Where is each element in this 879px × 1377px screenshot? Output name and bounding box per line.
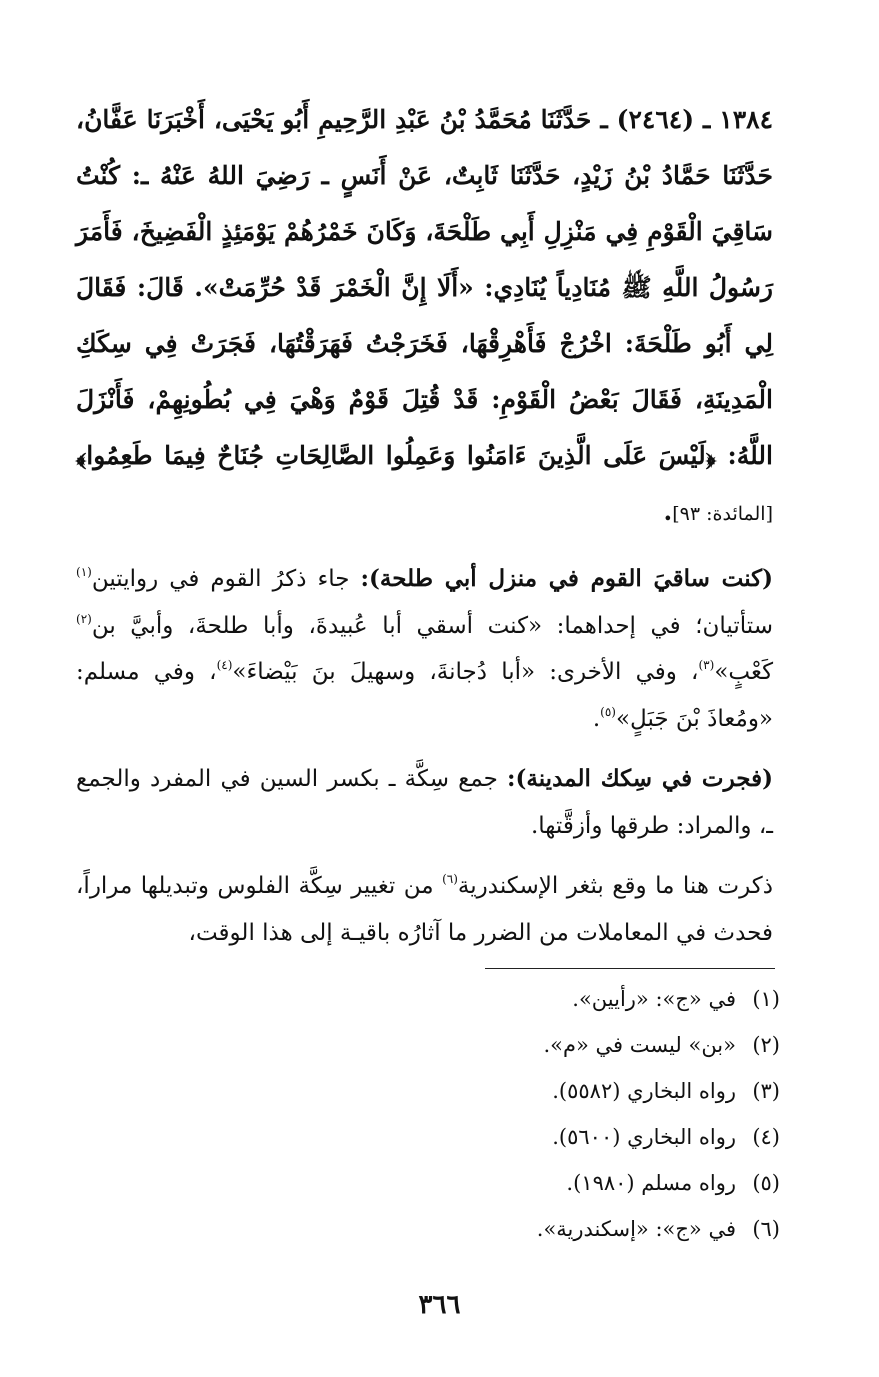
footnote-item [76, 1168, 780, 1214]
footnote-text: «بن» ليست في «م». [543, 1033, 736, 1057]
footnote-number: (٦) [752, 1217, 780, 1241]
commentary-text: ، وفي مسلم: «ومُعاذَ بْنَ جَبَلٍ» [76, 659, 773, 732]
commentary-paragraph [76, 556, 773, 742]
footnote-marker[interactable]: (٥) [600, 704, 616, 719]
commentary-lemma: (فجرت في سِكك المدينة): [507, 765, 773, 792]
footnote-text: في «ج»: «إسكندرية». [536, 1217, 736, 1241]
commentary-text: ذكرت هنا ما وقع بثغر الإسكندرية [457, 873, 773, 899]
footnote-item [76, 984, 780, 1030]
footnote-number: (١) [752, 987, 780, 1011]
footnote-item [76, 1122, 780, 1168]
footnote-number: (٢) [752, 1033, 780, 1057]
hadith-paragraph [76, 92, 773, 542]
commentary-text: . [592, 705, 601, 732]
footnote-marker[interactable]: (٣) [698, 658, 715, 672]
quran-verse: ﴿لَيْسَ عَلَى الَّذِينَ ءَامَنُوا وَعَمِلُوا الصَّالِحَاتِ جُنَاحٌ فِيمَا طَعِمُوا﴾ [76, 441, 716, 470]
footnote-text: رواه البخاري (٥٥٨٢). [552, 1079, 736, 1103]
commentary-text: جمع سِكَّة ـ بكسر السين في المفرد والجمع ـ، والمراد: طرقها وأزقَّتها. [76, 766, 773, 839]
commentary-lemma: (كنت ساقيَ القوم في منزل أبي طلحة): [360, 565, 773, 592]
hadith-number: ١٣٨٤ ـ (٢٤٦٤) [616, 105, 773, 134]
footnote-item [76, 1030, 780, 1076]
surah-reference: [المائدة: ٩٣] [672, 503, 773, 525]
footnote-marker[interactable]: (٢) [76, 611, 92, 626]
footnote-marker[interactable]: (٦) [442, 872, 458, 886]
commentary [76, 556, 773, 956]
footnote-text: في «ج»: «رأيين». [572, 987, 736, 1011]
footnote-item [76, 1214, 780, 1260]
footnote-number: (٥) [752, 1171, 780, 1195]
footnote-item [76, 1076, 780, 1122]
footnote-number: (٤) [752, 1125, 780, 1149]
footnote-number: (٣) [752, 1079, 780, 1103]
footnote-text: رواه مسلم (١٩٨٠). [566, 1171, 736, 1195]
commentary-text: ستأتيان؛ في إحداهما: «كنت أسقي أبا عُبيدةَ، وأبا طلحةَ، وأبيَّ بن [91, 612, 773, 639]
hadith-text: ـ حَدَّثَنَا مُحَمَّدُ بْنُ عَبْدِ الرَّحِيمِ أَبُو يَحْيَى، أَخْبَرَنَا عَفَّانُ، حَدَّثَنَا حَمَّادُ بْنُ زَيْدٍ، حَدَّثَنَا ثَابِتٌ، عَنْ أَنَسٍ ـ رَضِيَ اللهُ عَنْهُ ـ: كُنْتُ سَاقِيَ الْقَوْمِ فِي مَنْزِلِ أَبِي طَلْحَةَ، وَكَانَ خَمْرُهُمْ يَوْمَئِذٍ الْفَضِيخَ، فَأَمَرَ رَسُولُ اللَّهِ ﷺ مُنَادِياً يُنَادِي: «أَلَا إِنَّ الْخَمْرَ قَدْ حُرِّمَتْ». قَالَ: فَقَالَ لِي أَبُو طَلْحَةَ: اخْرُجْ فَأَهْرِقْهَا، فَخَرَجْتُ فَهَرَقْتُهَا، فَجَرَتْ فِي سِكَكِ الْمَدِينَةِ، فَقَالَ بَعْضُ الْقَوْمِ: قَدْ قُتِلَ قَوْمٌ وَهْيَ فِي بُطُونِهِمْ، فَأَنْزَلَ اللَّهُ: [76, 105, 773, 470]
commentary-paragraph [76, 863, 773, 956]
main-text [76, 92, 773, 956]
commentary-paragraph [76, 756, 773, 849]
page-number: ٣٦٦ [418, 1290, 461, 1320]
commentary-text: من تغيير سِكَّة الفلوس وتبديلها مراراً، فحدث في المعاملات من الضرر ما آثارُه باقيـة إلى هذا الوقت، [76, 873, 773, 946]
footnote-marker[interactable]: (١) [76, 565, 92, 579]
hadith-end: . [663, 497, 673, 526]
footnote-separator [485, 968, 775, 969]
commentary-text: جاء ذكرُ القوم في روايتين [91, 566, 361, 592]
commentary-text: كَعْبٍ» [714, 659, 774, 685]
footnotes-list [76, 984, 780, 1260]
commentary-text: ، وفي الأخرى: «أبا دُجانةَ، وسهيلَ بنَ بَيْضاءَ» [232, 659, 699, 685]
footnote-marker[interactable]: (٤) [216, 658, 233, 672]
footnote-text: رواه البخاري (٥٦٠٠). [552, 1125, 736, 1149]
